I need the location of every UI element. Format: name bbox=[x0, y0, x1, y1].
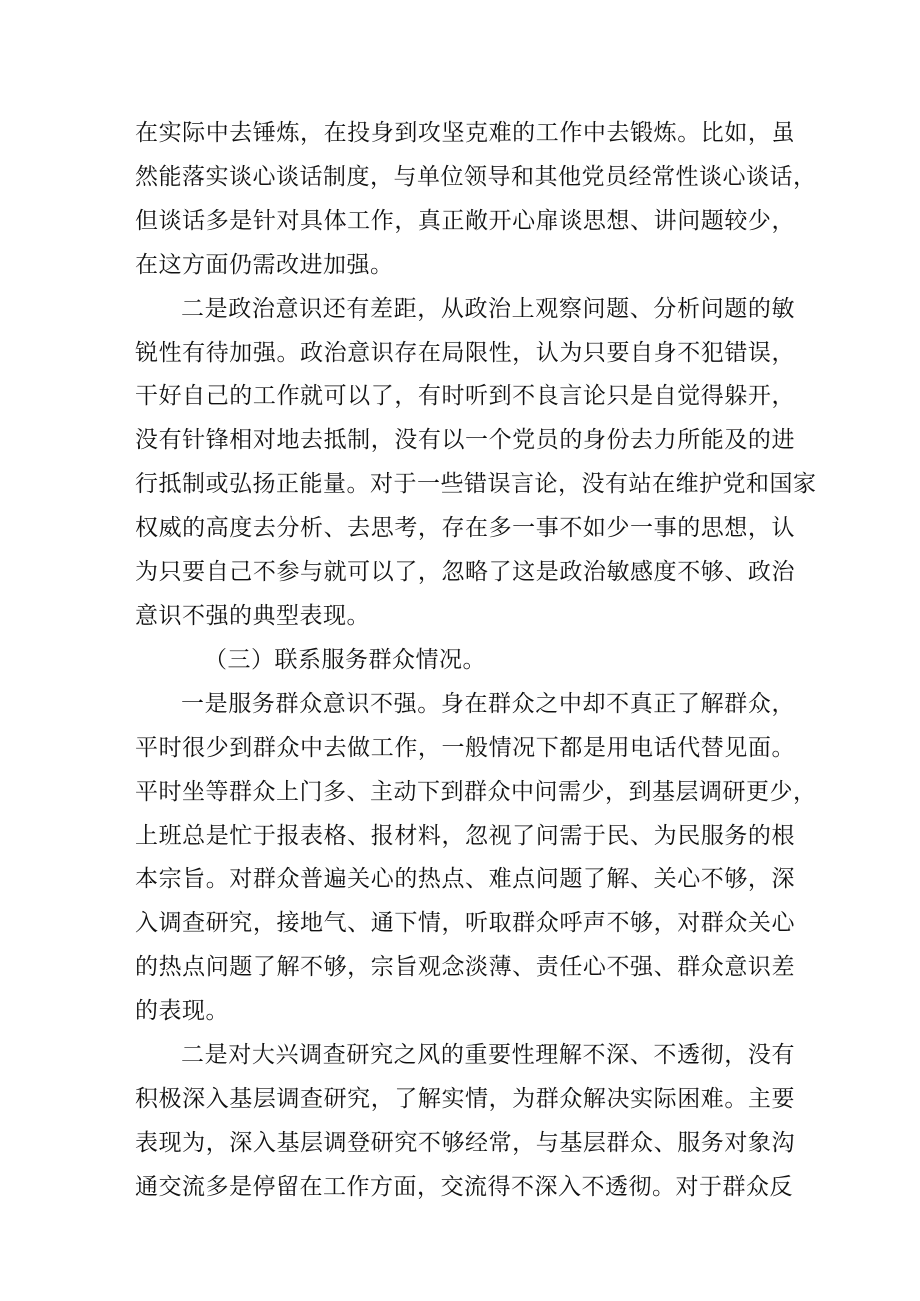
paragraph bbox=[135, 1034, 795, 1210]
text-line: 平时坐等群众上门多、主动下到群众中问需少，到基层调研更少， bbox=[135, 778, 817, 805]
text-line: 的热点问题了解不够，宗旨观念淡薄、责任心不强、群众意识差 bbox=[135, 954, 795, 981]
text-line: 权威的高度去分析、去思考，存在多一事不如少一事的思想，认 bbox=[135, 515, 795, 542]
text-line: 在这方面仍需改进加强。 bbox=[135, 251, 394, 278]
text-line: 二是对大兴调查研究之风的重要性理解不深、不透彻，没有 bbox=[181, 1042, 795, 1069]
paragraph bbox=[135, 683, 817, 1034]
text-line: 的表现。 bbox=[135, 998, 229, 1025]
text-line: 干好自己的工作就可以了，有时听到不良言论只是自觉得躲开， bbox=[135, 383, 795, 410]
text-line: 为只要自己不参与就可以了，忽略了这是政治敏感度不够、政治 bbox=[135, 559, 795, 586]
text-line: 但谈话多是针对具体工作，真正敞开心扉谈思想、讲问题较少， bbox=[135, 207, 795, 234]
text-line: 积极深入基层调查研究，了解实情，为群众解决实际困难。主要 bbox=[135, 1085, 795, 1112]
text-line: 行抵制或弘扬正能量。对于一些错误言论，没有站在维护党和国家 bbox=[135, 471, 817, 498]
heading-text: （三）联系服务群众情况。 bbox=[204, 646, 486, 673]
text-line: 一是服务群众意识不强。身在群众之中却不真正了解群众， bbox=[181, 690, 795, 717]
text-line: 上班总是忙于报表格、报材料，忽视了问需于民、为民服务的根 bbox=[135, 822, 795, 849]
text-line: 锐性有待加强。政治意识存在局限性，认为只要自身不犯错误， bbox=[135, 339, 795, 366]
paragraph bbox=[135, 288, 817, 639]
text-line: 没有针锋相对地去抵制，没有以一个党员的身份去力所能及的进 bbox=[135, 427, 795, 454]
paragraph bbox=[135, 112, 817, 288]
section-heading bbox=[135, 639, 795, 683]
text-line: 本宗旨。对群众普遍关心的热点、难点问题了解、关心不够，深 bbox=[135, 866, 795, 893]
text-line: 在实际中去锤炼，在投身到攻坚克难的工作中去锻炼。比如，虽 bbox=[135, 120, 795, 146]
text-line: 意识不强的典型表现。 bbox=[135, 602, 370, 629]
text-line: 然能落实谈心谈话制度，与单位领导和其他党员经常性谈心谈话， bbox=[135, 163, 817, 190]
text-line: 平时很少到群众中去做工作，一般情况下都是用电话代替见面。 bbox=[135, 734, 795, 761]
text-line: 入调查研究，接地气、通下情，听取群众呼声不够，对群众关心 bbox=[135, 910, 795, 937]
document-body bbox=[135, 112, 817, 1210]
text-line: 通交流多是停留在工作方面，交流得不深入不透彻。对于群众反 bbox=[135, 1173, 793, 1200]
text-line: 二是政治意识还有差距，从政治上观察问题、分析问题的敏 bbox=[181, 295, 795, 322]
text-line: 表现为，深入基层调登研究不够经常，与基层群众、服务对象沟 bbox=[135, 1129, 795, 1156]
